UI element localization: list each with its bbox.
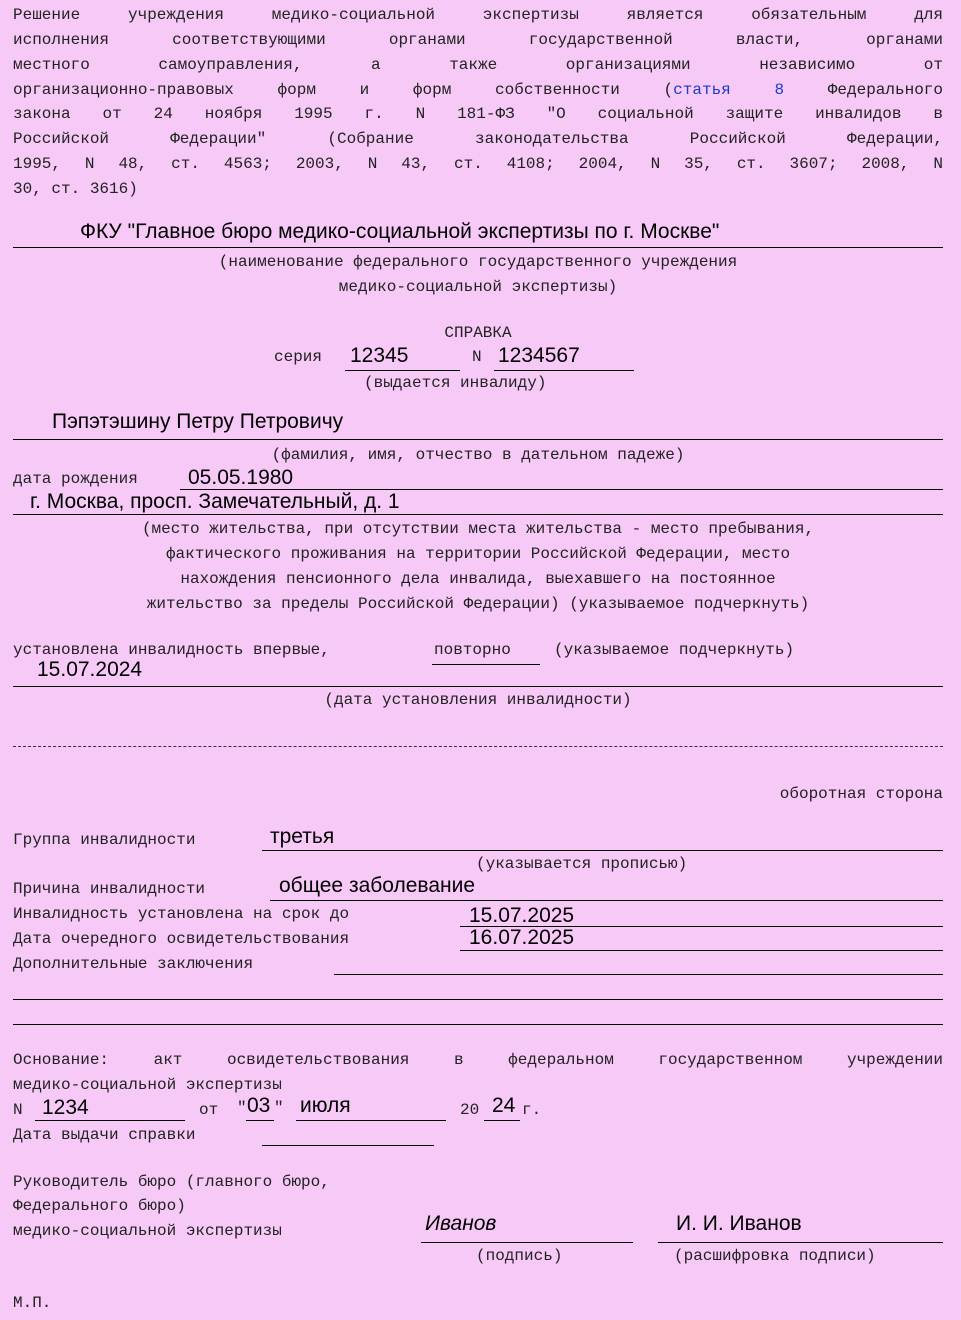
institution-caption: (наименование федерального государственного учреждения bbox=[218, 253, 738, 271]
act-day-value: 03 bbox=[247, 1094, 271, 1117]
certificate-title: СПРАВКА bbox=[444, 324, 512, 342]
legal-text-line: исполнения соответствующими органами государственной власти, органами bbox=[13, 31, 943, 49]
signature-caption: (подпись) bbox=[476, 1247, 563, 1265]
address-caption: фактического проживания на территории Российской Федерации, место bbox=[165, 545, 791, 563]
signature-value: Иванов bbox=[425, 1212, 497, 1235]
cause-underline bbox=[270, 900, 943, 901]
extra-conclusions-underline bbox=[334, 974, 943, 975]
legal-text-line bbox=[13, 81, 943, 99]
extra-conclusions-underline bbox=[13, 1024, 943, 1025]
stamp-place-label: М.П. bbox=[13, 1294, 52, 1312]
address-caption: жительство за пределы Российской Федерации) (указываемое подчеркнуть) bbox=[146, 595, 810, 613]
signature-underline bbox=[421, 1242, 633, 1243]
group-caption: (указывается прописью) bbox=[476, 855, 688, 873]
basis-text-line: медико-социальной экспертизы bbox=[13, 1076, 282, 1094]
basis-text-line: Основание: акт освидетельствования в федеральном государственном учреждении bbox=[13, 1051, 943, 1069]
decoding-caption: (расшифровка подписи) bbox=[674, 1247, 876, 1265]
next-exam-underline bbox=[460, 950, 943, 951]
reverse-side-label: оборотная сторона bbox=[779, 785, 943, 803]
institution-underline bbox=[13, 247, 943, 248]
head-title-line: Федерального бюро) bbox=[13, 1197, 186, 1215]
repeat-option-underline bbox=[432, 664, 540, 665]
law-article-link[interactable]: статья 8 bbox=[673, 81, 785, 99]
address-caption: (место жительства, при отсутствии места жительства - место пребывания, bbox=[141, 520, 815, 538]
institution-caption: медико-социальной экспертизы) bbox=[338, 278, 618, 296]
act-date-from-label: от bbox=[199, 1101, 219, 1119]
number-label: N bbox=[472, 348, 482, 366]
legal-text-line: 1995, N 48, ст. 4563; 2003, N 43, ст. 4108; 2004, N 35, ст. 3607; 2008, N bbox=[13, 155, 943, 173]
act-number-underline bbox=[35, 1120, 185, 1121]
group-underline bbox=[262, 850, 943, 851]
institution-name: ФКУ "Главное бюро медико-социальной экспертизы по г. Москве" bbox=[80, 220, 720, 243]
act-year-prefix: 20 bbox=[460, 1101, 480, 1119]
term-value: 15.07.2025 bbox=[469, 904, 575, 927]
number-value: 1234567 bbox=[498, 344, 580, 367]
underline-note: (указываемое подчеркнуть) bbox=[554, 641, 795, 659]
birth-date-value: 05.05.1980 bbox=[188, 466, 294, 489]
day-quote-open: " bbox=[237, 1099, 247, 1117]
extra-conclusions-label: Дополнительные заключения bbox=[13, 955, 254, 973]
series-underline bbox=[345, 370, 460, 371]
group-value: третья bbox=[270, 825, 335, 848]
issued-caption: (выдается инвалиду) bbox=[364, 374, 547, 392]
legal-text-fragment: Федерального bbox=[784, 81, 944, 99]
day-quote-close: " bbox=[274, 1099, 284, 1117]
birth-date-label: дата рождения bbox=[13, 470, 138, 488]
cause-value: общее заболевание bbox=[279, 874, 476, 897]
number-underline bbox=[494, 370, 634, 371]
address-value: г. Москва, просп. Замечательный, д. 1 bbox=[30, 490, 400, 513]
name-caption: (фамилия, имя, отчество в дательном падеже) bbox=[271, 446, 685, 464]
legal-text-line: Решение учреждения медико-социальной экспертизы является обязательным для bbox=[13, 6, 943, 24]
act-month-value: июля bbox=[300, 1094, 351, 1117]
disability-date-value: 15.07.2024 bbox=[37, 658, 143, 681]
disability-date-underline bbox=[13, 686, 943, 687]
head-title-line: медико-социальной экспертизы bbox=[13, 1222, 282, 1240]
series-label: серия bbox=[274, 348, 323, 366]
address-underline bbox=[13, 514, 943, 515]
disability-established-label: установлена инвалидность впервые, bbox=[13, 641, 330, 659]
act-year-underline bbox=[484, 1120, 520, 1121]
legal-text-line: закона от 24 ноября 1995 г. N 181-ФЗ "О социальной защите инвалидов в bbox=[13, 105, 943, 123]
disability-date-caption: (дата установления инвалидности) bbox=[324, 691, 632, 709]
legal-text-fragment: организационно-правовых форм и форм собственности ( bbox=[13, 81, 674, 99]
name-underline bbox=[13, 439, 943, 440]
next-exam-value: 16.07.2025 bbox=[469, 926, 575, 949]
head-title-line: Руководитель бюро (главного бюро, bbox=[13, 1173, 330, 1191]
person-full-name: Пэпэтэшину Петру Петровичу bbox=[52, 410, 344, 433]
cause-label: Причина инвалидности bbox=[13, 880, 206, 898]
legal-text-line: местного самоуправления, а также организациями независимо от bbox=[13, 56, 943, 74]
act-number-value: 1234 bbox=[42, 1096, 89, 1119]
term-label: Инвалидность установлена на срок до bbox=[13, 905, 350, 923]
signature-decoding-value: И. И. Иванов bbox=[676, 1212, 802, 1235]
next-exam-label: Дата очередного освидетельствования bbox=[13, 930, 350, 948]
act-number-label: N bbox=[13, 1101, 23, 1119]
address-caption: нахождения пенсионного дела инвалида, выехавшего на постоянное bbox=[180, 570, 776, 588]
disability-repeat-option: повторно bbox=[434, 641, 511, 659]
act-day-underline bbox=[246, 1120, 274, 1121]
series-value: 12345 bbox=[350, 344, 409, 367]
extra-conclusions-underline bbox=[13, 999, 943, 1000]
act-year-label: г. bbox=[522, 1101, 542, 1119]
issue-date-label: Дата выдачи справки bbox=[13, 1126, 196, 1144]
act-year-suffix: 24 bbox=[492, 1094, 516, 1117]
legal-text-line: 30, ст. 3616) bbox=[13, 180, 138, 198]
act-month-underline bbox=[296, 1120, 446, 1121]
page-separator bbox=[13, 746, 943, 747]
group-label: Группа инвалидности bbox=[13, 831, 196, 849]
legal-text-line: Российской Федерации" (Собрание законодательства Российской Федерации, bbox=[13, 130, 943, 148]
decoding-underline bbox=[658, 1242, 943, 1243]
issue-date-underline bbox=[262, 1145, 434, 1146]
